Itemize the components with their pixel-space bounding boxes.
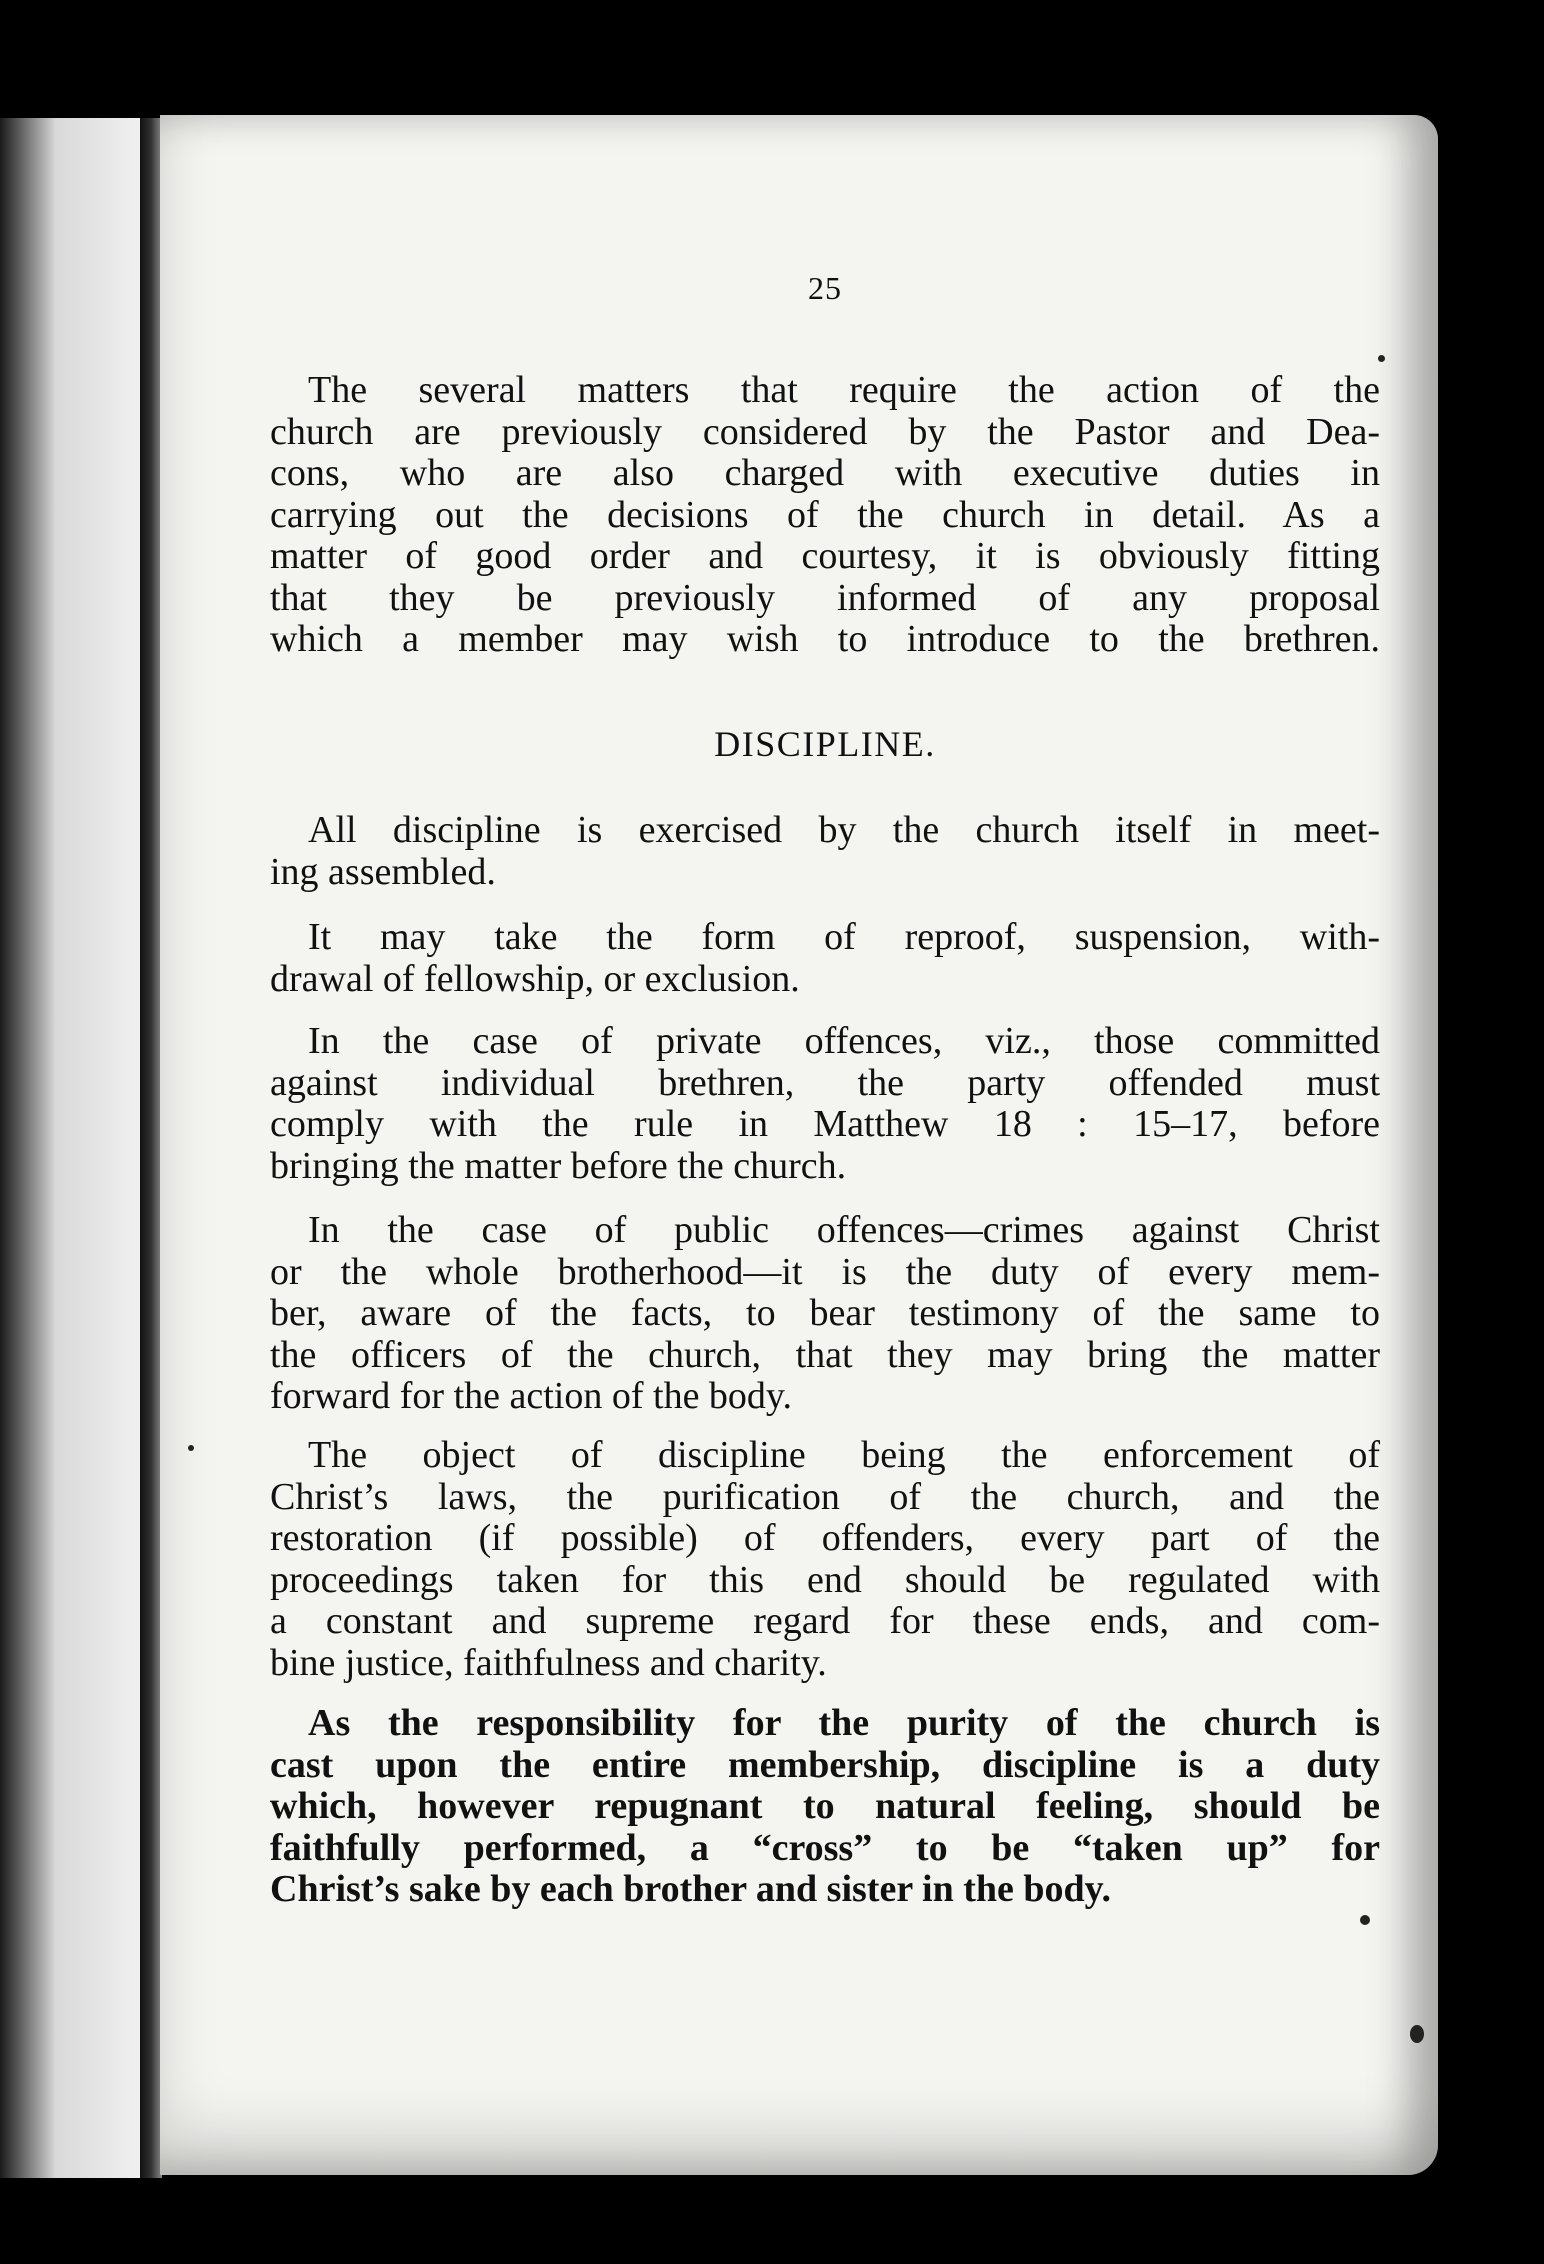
text-line: proceedings taken for this end should be regulated with	[270, 1558, 1380, 1601]
paragraph-discipline-1	[270, 810, 1380, 893]
text-line: It may take the form of reproof, suspension, with-	[308, 916, 1380, 958]
text-line: The object of discipline being the enforcement of	[308, 1434, 1380, 1476]
page-number: 25	[808, 270, 842, 306]
text-line: Christ’s laws, the purification of the church, and the	[270, 1475, 1380, 1518]
text-line: drawal of fellowship, or exclusion.	[270, 957, 800, 1000]
text-line: ing assembled.	[270, 850, 496, 893]
text-line: As the responsibility for the purity of the church is	[308, 1702, 1380, 1744]
paragraph-discipline-6	[270, 1703, 1380, 1911]
text-line: All discipline is exercised by the church itself in meet-	[308, 809, 1380, 851]
scan-speck	[1360, 1915, 1370, 1925]
text-line: carrying out the decisions of the church in detail. As a	[270, 493, 1380, 536]
paragraph-discipline-2	[270, 917, 1380, 1000]
text-line: against individual brethren, the party offended must	[270, 1061, 1380, 1104]
section-heading: DISCIPLINE.	[714, 724, 936, 764]
book-page	[160, 115, 1438, 2175]
text-line: which, however repugnant to natural feeling, should be	[270, 1785, 1380, 1827]
text-line: In the case of public offences—crimes against Christ	[308, 1209, 1380, 1251]
text-line: which a member may wish to introduce to the brethren.	[270, 618, 1380, 660]
text-line: ber, aware of the facts, to bear testimony of the same to	[270, 1292, 1380, 1334]
text-line: the officers of the church, that they may bring the matter	[270, 1333, 1380, 1376]
text-line: In the case of private offences, viz., those committed	[308, 1020, 1380, 1062]
text-line: church are previously considered by the Pastor and Dea-	[270, 410, 1380, 453]
scan-speck	[1410, 2025, 1424, 2043]
scan-speck	[1378, 355, 1385, 362]
left-page-edge	[0, 118, 140, 2178]
text-line: The several matters that require the action of the	[308, 369, 1380, 411]
text-line: or the whole brotherhood—it is the duty of every mem-	[270, 1250, 1380, 1293]
text-line: bine justice, faithfulness and charity.	[270, 1641, 827, 1684]
book-gutter	[140, 118, 162, 2178]
paragraph-discipline-5	[270, 1435, 1380, 1684]
text-line: cast upon the entire membership, discipline is a duty	[270, 1743, 1380, 1786]
paragraph-intro	[270, 370, 1380, 661]
text-line: comply with the rule in Matthew 18 : 15–17, before	[270, 1103, 1380, 1145]
paragraph-discipline-4	[270, 1210, 1380, 1418]
scan-speck	[188, 1445, 194, 1451]
text-line: Christ’s sake by each brother and sister in the body.	[270, 1868, 1112, 1910]
text-line: cons, who are also charged with executive duties in	[270, 452, 1380, 494]
text-line: bringing the matter before the church.	[270, 1144, 847, 1187]
text-line: restoration (if possible) of offenders, every part of the	[270, 1517, 1380, 1559]
text-line: forward for the action of the body.	[270, 1375, 792, 1417]
paragraph-discipline-3	[270, 1021, 1380, 1187]
text-line: a constant and supreme regard for these ends, and com-	[270, 1600, 1380, 1642]
text-line: that they be previously informed of any proposal	[270, 576, 1380, 619]
text-line: matter of good order and courtesy, it is obviously fitting	[270, 535, 1380, 577]
text-line: faithfully performed, a “cross” to be “taken up” for	[270, 1826, 1380, 1869]
